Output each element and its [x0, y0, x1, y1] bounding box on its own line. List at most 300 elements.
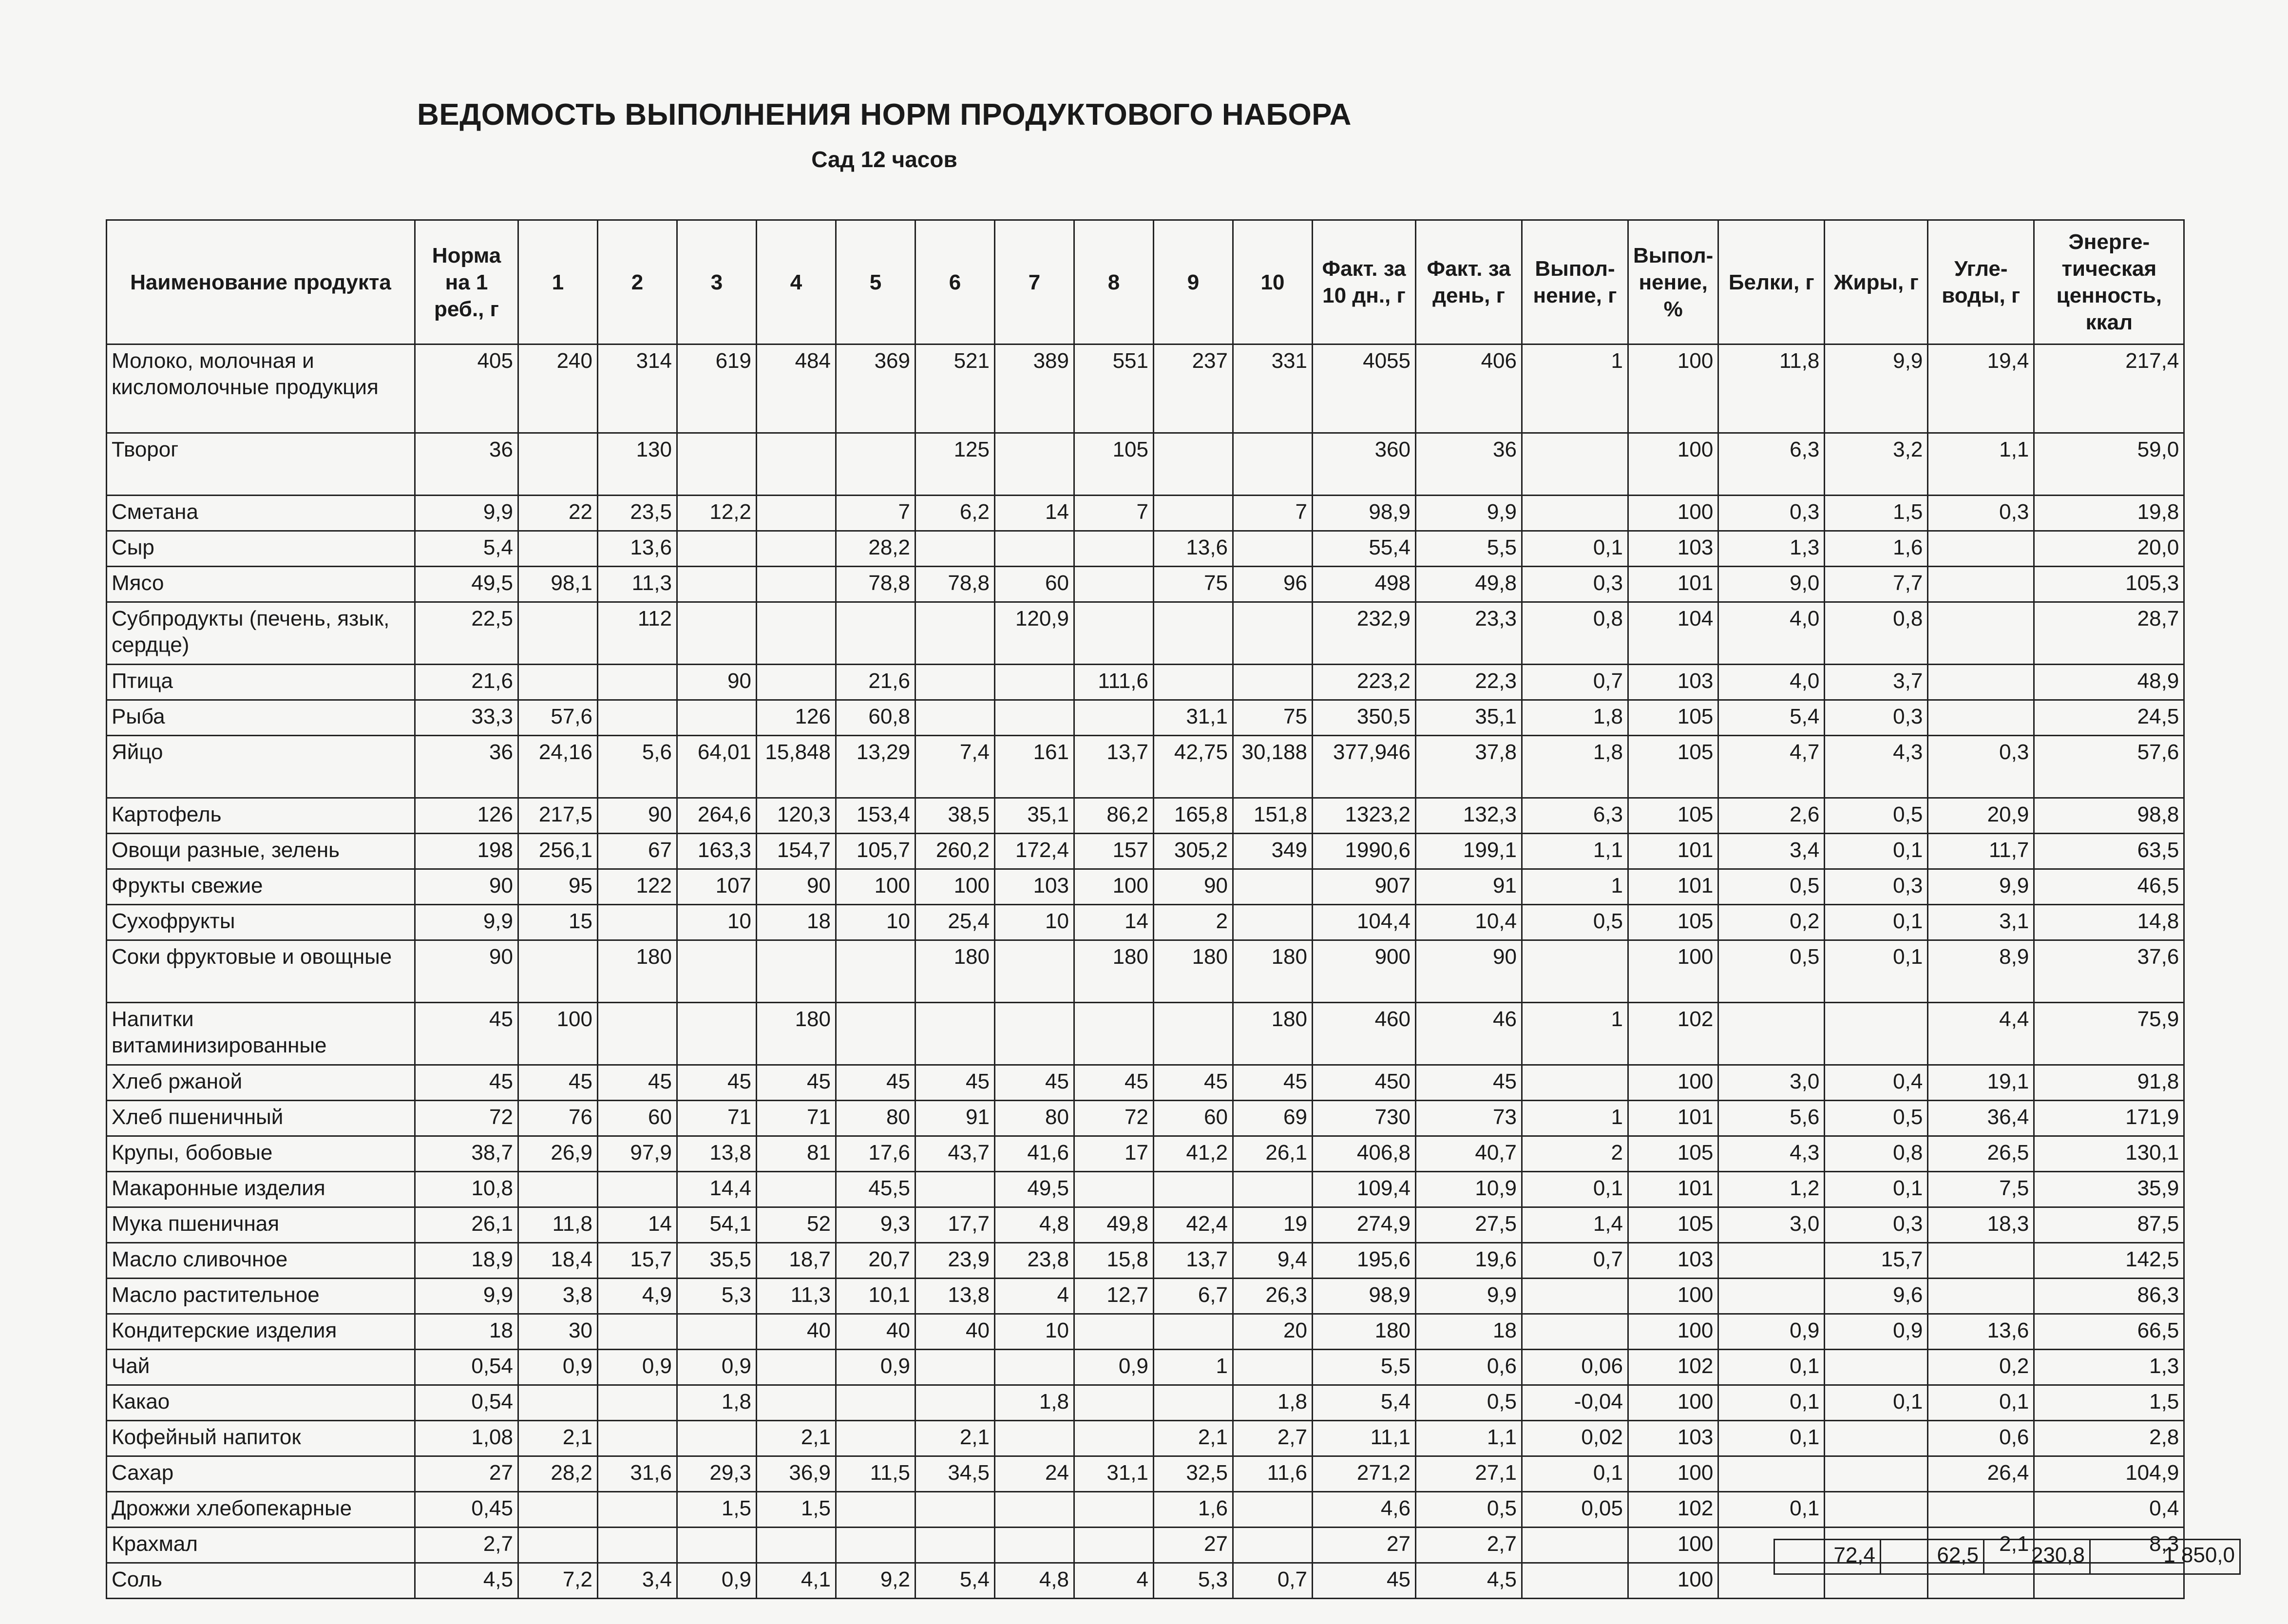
value-cell: 14 [995, 496, 1074, 531]
value-cell [1825, 1492, 1928, 1528]
value-cell: 377,946 [1313, 736, 1416, 798]
value-cell: 90 [415, 940, 518, 1003]
value-cell [1928, 700, 2034, 736]
value-cell: 103 [1628, 665, 1718, 700]
value-cell: 45 [415, 1065, 518, 1101]
value-cell: 11,1 [1313, 1421, 1416, 1456]
product-name-cell: Яйцо [107, 736, 415, 798]
value-cell: 1,4 [1522, 1207, 1628, 1243]
value-cell: 13,8 [677, 1136, 757, 1172]
value-cell: 2 [1154, 905, 1233, 940]
value-cell: 55,4 [1313, 531, 1416, 567]
value-cell: 28,2 [518, 1456, 598, 1492]
value-cell: 105 [1628, 700, 1718, 736]
value-cell: 40 [915, 1314, 995, 1350]
value-cell: 103 [1628, 1421, 1718, 1456]
value-cell: 0,5 [1416, 1385, 1522, 1421]
value-cell: 23,8 [995, 1243, 1074, 1279]
value-cell: 389 [995, 344, 1074, 433]
value-cell: 157 [1074, 834, 1154, 869]
value-cell: 0,54 [415, 1385, 518, 1421]
value-cell: 49,5 [995, 1172, 1074, 1207]
table-row [107, 869, 2184, 905]
value-cell: 120,3 [757, 798, 836, 834]
value-cell: 0,1 [1718, 1421, 1825, 1456]
value-cell: 100 [1628, 496, 1718, 531]
value-cell [1074, 1314, 1154, 1350]
value-cell: 314 [598, 344, 677, 433]
value-cell: 98,8 [2034, 798, 2184, 834]
value-cell: 100 [1628, 940, 1718, 1003]
value-cell [598, 1492, 677, 1528]
value-cell: 24,5 [2034, 700, 2184, 736]
value-cell: 4,1 [757, 1563, 836, 1599]
value-cell: 6,3 [1718, 433, 1825, 496]
product-name-cell: Масло растительное [107, 1279, 415, 1314]
value-cell [915, 602, 995, 665]
value-cell: 1,5 [1825, 496, 1928, 531]
value-cell [1718, 1456, 1825, 1492]
value-cell: 40 [836, 1314, 915, 1350]
value-cell: 105 [1628, 1207, 1718, 1243]
value-cell: 17 [1074, 1136, 1154, 1172]
value-cell: 0,3 [1522, 567, 1628, 602]
value-cell: 0,9 [1074, 1350, 1154, 1385]
value-cell [915, 700, 995, 736]
value-cell [1074, 1385, 1154, 1421]
value-cell: 19,6 [1416, 1243, 1522, 1279]
value-cell [995, 1528, 1074, 1563]
value-cell: 1 [1154, 1350, 1233, 1385]
value-cell: 2,6 [1718, 798, 1825, 834]
value-cell: 45 [598, 1065, 677, 1101]
value-cell: 0,8 [1825, 1136, 1928, 1172]
value-cell: 0,1 [1825, 1172, 1928, 1207]
value-cell [836, 433, 915, 496]
column-header-10: 9 [1154, 220, 1233, 344]
table-row [107, 834, 2184, 869]
value-cell: 102 [1628, 1003, 1718, 1065]
value-cell [677, 433, 757, 496]
value-cell: 450 [1313, 1065, 1416, 1101]
value-cell: 18 [757, 905, 836, 940]
value-cell [915, 1385, 995, 1421]
value-cell: 45 [995, 1065, 1074, 1101]
value-cell: 38,7 [415, 1136, 518, 1172]
value-cell: 3,8 [518, 1279, 598, 1314]
value-cell: 36 [415, 433, 518, 496]
value-cell: 9,3 [836, 1207, 915, 1243]
value-cell: 0,1 [1928, 1385, 2034, 1421]
norms-table [106, 219, 2185, 1599]
value-cell [915, 1492, 995, 1528]
value-cell: 0,1 [1825, 834, 1928, 869]
value-cell: 126 [757, 700, 836, 736]
value-cell: 75 [1233, 700, 1313, 736]
value-cell: 81 [757, 1136, 836, 1172]
value-cell [915, 531, 995, 567]
value-cell: 1323,2 [1313, 798, 1416, 834]
value-cell: 1,3 [1718, 531, 1825, 567]
value-cell: 32,5 [1154, 1456, 1233, 1492]
table-row [107, 1172, 2184, 1207]
value-cell [995, 433, 1074, 496]
value-cell: 1,2 [1718, 1172, 1825, 1207]
value-cell: 45 [1313, 1563, 1416, 1599]
value-cell: 100 [1074, 869, 1154, 905]
value-cell [1928, 567, 2034, 602]
column-header-16: Белки, г [1718, 220, 1825, 344]
value-cell [1718, 1243, 1825, 1279]
value-cell: 27 [1154, 1528, 1233, 1563]
column-header-14: Выпол-нение, г [1522, 220, 1628, 344]
value-cell: 9,9 [1416, 1279, 1522, 1314]
value-cell: 28,2 [836, 531, 915, 567]
value-cell: 0,6 [1928, 1421, 2034, 1456]
value-cell: 100 [1628, 1314, 1718, 1350]
value-cell: 45 [1074, 1065, 1154, 1101]
value-cell [1825, 1421, 1928, 1456]
product-name-cell: Кондитерские изделия [107, 1314, 415, 1350]
value-cell: 69 [1233, 1101, 1313, 1136]
value-cell: 1,6 [1154, 1492, 1233, 1528]
value-cell [1718, 1003, 1825, 1065]
value-cell: 19,8 [2034, 496, 2184, 531]
totals-row [1774, 1540, 2240, 1574]
value-cell: 5,4 [415, 531, 518, 567]
value-cell: 15,848 [757, 736, 836, 798]
value-cell: 3,1 [1928, 905, 2034, 940]
value-cell [598, 700, 677, 736]
value-cell: 0,45 [415, 1492, 518, 1528]
value-cell: 223,2 [1313, 665, 1416, 700]
value-cell [677, 1421, 757, 1456]
value-cell [1074, 602, 1154, 665]
value-cell: 90 [1154, 869, 1233, 905]
value-cell: 0,4 [1825, 1065, 1928, 1101]
value-cell: 100 [836, 869, 915, 905]
value-cell: 619 [677, 344, 757, 433]
table-row [107, 433, 2184, 496]
value-cell: 104,9 [2034, 1456, 2184, 1492]
value-cell: 67 [598, 834, 677, 869]
value-cell: 19,1 [1928, 1065, 2034, 1101]
product-name-cell: Сыр [107, 531, 415, 567]
value-cell [757, 531, 836, 567]
value-cell: 21,6 [415, 665, 518, 700]
value-cell: 1,1 [1416, 1421, 1522, 1456]
value-cell: 45 [518, 1065, 598, 1101]
value-cell: 3,2 [1825, 433, 1928, 496]
value-cell: 180 [757, 1003, 836, 1065]
value-cell: 217,4 [2034, 344, 2184, 433]
value-cell: 26,4 [1928, 1456, 2034, 1492]
value-cell: 10 [995, 1314, 1074, 1350]
value-cell: 11,8 [1718, 344, 1825, 433]
value-cell: 0,4 [2034, 1492, 2184, 1528]
product-name-cell: Сахар [107, 1456, 415, 1492]
value-cell: 100 [1628, 1456, 1718, 1492]
value-cell: 43,7 [915, 1136, 995, 1172]
value-cell: 180 [598, 940, 677, 1003]
value-cell: 11,3 [598, 567, 677, 602]
value-cell: 101 [1628, 567, 1718, 602]
value-cell: 3,4 [598, 1563, 677, 1599]
value-cell: 100 [1628, 433, 1718, 496]
value-cell: 111,6 [1074, 665, 1154, 700]
value-cell: 8,3 [2034, 1528, 2184, 1563]
value-cell: 2,8 [2034, 1421, 2184, 1456]
value-cell: 18,4 [518, 1243, 598, 1279]
value-cell: 23,9 [915, 1243, 995, 1279]
value-cell: 4,3 [1825, 736, 1928, 798]
table-row [107, 736, 2184, 798]
value-cell: 0,3 [1825, 869, 1928, 905]
table-row [107, 1279, 2184, 1314]
value-cell: 13,6 [1928, 1314, 2034, 1350]
value-cell [1233, 1492, 1313, 1528]
product-name-cell: Кофейный напиток [107, 1421, 415, 1456]
value-cell: 0,2 [1928, 1350, 2034, 1385]
value-cell: 100 [1628, 1563, 1718, 1599]
value-cell: 112 [598, 602, 677, 665]
value-cell [836, 1385, 915, 1421]
value-cell [1522, 1563, 1628, 1599]
value-cell: 14,4 [677, 1172, 757, 1207]
value-cell: 22 [518, 496, 598, 531]
value-cell: 0,1 [1718, 1350, 1825, 1385]
value-cell: 2,7 [1416, 1528, 1522, 1563]
value-cell: 13,6 [598, 531, 677, 567]
product-name-cell: Хлеб пшеничный [107, 1101, 415, 1136]
product-name-cell: Чай [107, 1350, 415, 1385]
value-cell: 180 [1233, 940, 1313, 1003]
value-cell: 24 [995, 1456, 1074, 1492]
value-cell: 2 [1522, 1136, 1628, 1172]
value-cell: 3,0 [1718, 1065, 1825, 1101]
value-cell: 405 [415, 344, 518, 433]
value-cell: 13,7 [1154, 1243, 1233, 1279]
value-cell: 163,3 [677, 834, 757, 869]
product-name-cell: Мясо [107, 567, 415, 602]
value-cell [1233, 1350, 1313, 1385]
value-cell: 4,5 [1416, 1563, 1522, 1599]
totals-table [1773, 1539, 2241, 1575]
value-cell: 264,6 [677, 798, 757, 834]
value-cell [677, 567, 757, 602]
value-cell: 0,1 [1522, 1172, 1628, 1207]
value-cell [1718, 1279, 1825, 1314]
value-cell [1522, 1314, 1628, 1350]
value-cell: 101 [1628, 834, 1718, 869]
value-cell [757, 940, 836, 1003]
product-name-cell: Соль [107, 1563, 415, 1599]
table-row [107, 940, 2184, 1003]
value-cell: 27,5 [1416, 1207, 1522, 1243]
value-cell [757, 1385, 836, 1421]
value-cell: 57,6 [2034, 736, 2184, 798]
value-cell: 100 [1628, 1528, 1718, 1563]
value-cell [1154, 1385, 1233, 1421]
value-cell [915, 1350, 995, 1385]
value-cell: 126 [415, 798, 518, 834]
value-cell: 100 [1628, 1279, 1718, 1314]
value-cell [1074, 1528, 1154, 1563]
value-cell: 2,7 [415, 1528, 518, 1563]
value-cell: 54,1 [677, 1207, 757, 1243]
value-cell: 98,9 [1313, 1279, 1416, 1314]
value-cell: 40,7 [1416, 1136, 1522, 1172]
value-cell: 0,7 [1522, 1243, 1628, 1279]
value-cell [1928, 1492, 2034, 1528]
value-cell: 120,9 [995, 602, 1074, 665]
value-cell: 142,5 [2034, 1243, 2184, 1279]
product-name-cell: Какао [107, 1385, 415, 1421]
value-cell: 180 [1233, 1003, 1313, 1065]
value-cell [757, 567, 836, 602]
value-cell: 9,9 [1825, 344, 1928, 433]
value-cell [1928, 1243, 2034, 1279]
value-cell: 0,02 [1522, 1421, 1628, 1456]
value-cell: 9,9 [415, 905, 518, 940]
value-cell [677, 1528, 757, 1563]
value-cell: 0,5 [1522, 905, 1628, 940]
column-header-1: Норма на 1 реб., г [415, 220, 518, 344]
value-cell: 0,3 [1718, 496, 1825, 531]
value-cell: 1,1 [1522, 834, 1628, 869]
value-cell [757, 433, 836, 496]
value-cell: 11,5 [836, 1456, 915, 1492]
value-cell: 52 [757, 1207, 836, 1243]
product-name-cell: Фрукты свежие [107, 869, 415, 905]
value-cell: 46 [1416, 1003, 1522, 1065]
value-cell: 35,1 [995, 798, 1074, 834]
product-name-cell: Картофель [107, 798, 415, 834]
value-cell [836, 1528, 915, 1563]
value-cell: 7 [1074, 496, 1154, 531]
value-cell: 484 [757, 344, 836, 433]
value-cell: 31,1 [1074, 1456, 1154, 1492]
value-cell: 76 [518, 1101, 598, 1136]
total-energy: 1 850,0 [2090, 1540, 2240, 1574]
value-cell: 331 [1233, 344, 1313, 433]
page-subtitle: Сад 12 часов [811, 147, 957, 172]
value-cell: 36,9 [757, 1456, 836, 1492]
value-cell [915, 1003, 995, 1065]
product-name-cell: Крупы, бобовые [107, 1136, 415, 1172]
value-cell [1154, 665, 1233, 700]
value-cell [915, 1172, 995, 1207]
value-cell: 1,8 [1522, 736, 1628, 798]
value-cell: 105,7 [836, 834, 915, 869]
value-cell [757, 665, 836, 700]
value-cell: 5,5 [1313, 1350, 1416, 1385]
table-row [107, 531, 2184, 567]
value-cell [518, 1492, 598, 1528]
product-name-cell: Творог [107, 433, 415, 496]
value-cell: 31,6 [598, 1456, 677, 1492]
value-cell: 171,9 [2034, 1101, 2184, 1136]
value-cell: 1 [1522, 869, 1628, 905]
value-cell: 4,7 [1718, 736, 1825, 798]
table-row [107, 1385, 2184, 1421]
value-cell: 1 [1522, 1003, 1628, 1065]
value-cell [1233, 665, 1313, 700]
value-cell: 0,5 [1825, 798, 1928, 834]
value-cell: 90 [677, 665, 757, 700]
value-cell: 6,2 [915, 496, 995, 531]
value-cell: 15,7 [1825, 1243, 1928, 1279]
value-cell: 29,3 [677, 1456, 757, 1492]
value-cell: 165,8 [1154, 798, 1233, 834]
value-cell: 45 [1154, 1065, 1233, 1101]
product-name-cell: Овощи разные, зелень [107, 834, 415, 869]
value-cell: 36 [1416, 433, 1522, 496]
value-cell: 154,7 [757, 834, 836, 869]
value-cell: 0,9 [1825, 1314, 1928, 1350]
value-cell: 60 [1154, 1101, 1233, 1136]
value-cell [1522, 496, 1628, 531]
value-cell: 95 [518, 869, 598, 905]
value-cell: 100 [1628, 344, 1718, 433]
value-cell: 237 [1154, 344, 1233, 433]
value-cell: 217,5 [518, 798, 598, 834]
value-cell: 0,5 [1718, 940, 1825, 1003]
value-cell [1154, 1172, 1233, 1207]
value-cell: 105 [1628, 1136, 1718, 1172]
value-cell [598, 1421, 677, 1456]
value-cell: 198 [415, 834, 518, 869]
value-cell: 105 [1628, 736, 1718, 798]
value-cell: 63,5 [2034, 834, 2184, 869]
value-cell: 26,3 [1233, 1279, 1313, 1314]
value-cell: 151,8 [1233, 798, 1313, 834]
value-cell: 271,2 [1313, 1456, 1416, 1492]
value-cell: 72 [1074, 1101, 1154, 1136]
value-cell: 460 [1313, 1003, 1416, 1065]
product-name-cell: Сухофрукты [107, 905, 415, 940]
value-cell: 2,7 [1233, 1421, 1313, 1456]
value-cell [1928, 1279, 2034, 1314]
value-cell: 0,1 [1718, 1492, 1825, 1528]
value-cell: 180 [1074, 940, 1154, 1003]
value-cell: 15,8 [1074, 1243, 1154, 1279]
value-cell: 125 [915, 433, 995, 496]
value-cell: 6,7 [1154, 1279, 1233, 1314]
value-cell: 91,8 [2034, 1065, 2184, 1101]
value-cell: 5,3 [1154, 1563, 1233, 1599]
value-cell: 161 [995, 736, 1074, 798]
value-cell: 4,9 [598, 1279, 677, 1314]
table-row [107, 1492, 2184, 1528]
value-cell: 35,1 [1416, 700, 1522, 736]
product-name-cell: Птица [107, 665, 415, 700]
table-row [107, 1003, 2184, 1065]
value-cell: 1,8 [995, 1385, 1074, 1421]
value-cell: 0,9 [1718, 1314, 1825, 1350]
value-cell: 2,1 [1154, 1421, 1233, 1456]
value-cell: 0,3 [1825, 1207, 1928, 1243]
value-cell: 1,5 [677, 1492, 757, 1528]
value-cell: 36 [415, 736, 518, 798]
value-cell: 102 [1628, 1350, 1718, 1385]
value-cell: 31,1 [1154, 700, 1233, 736]
value-cell: 28,7 [2034, 602, 2184, 665]
value-cell: 26,1 [415, 1207, 518, 1243]
value-cell: 7,7 [1825, 567, 1928, 602]
value-cell: 7 [1233, 496, 1313, 531]
value-cell: 0,8 [1522, 602, 1628, 665]
